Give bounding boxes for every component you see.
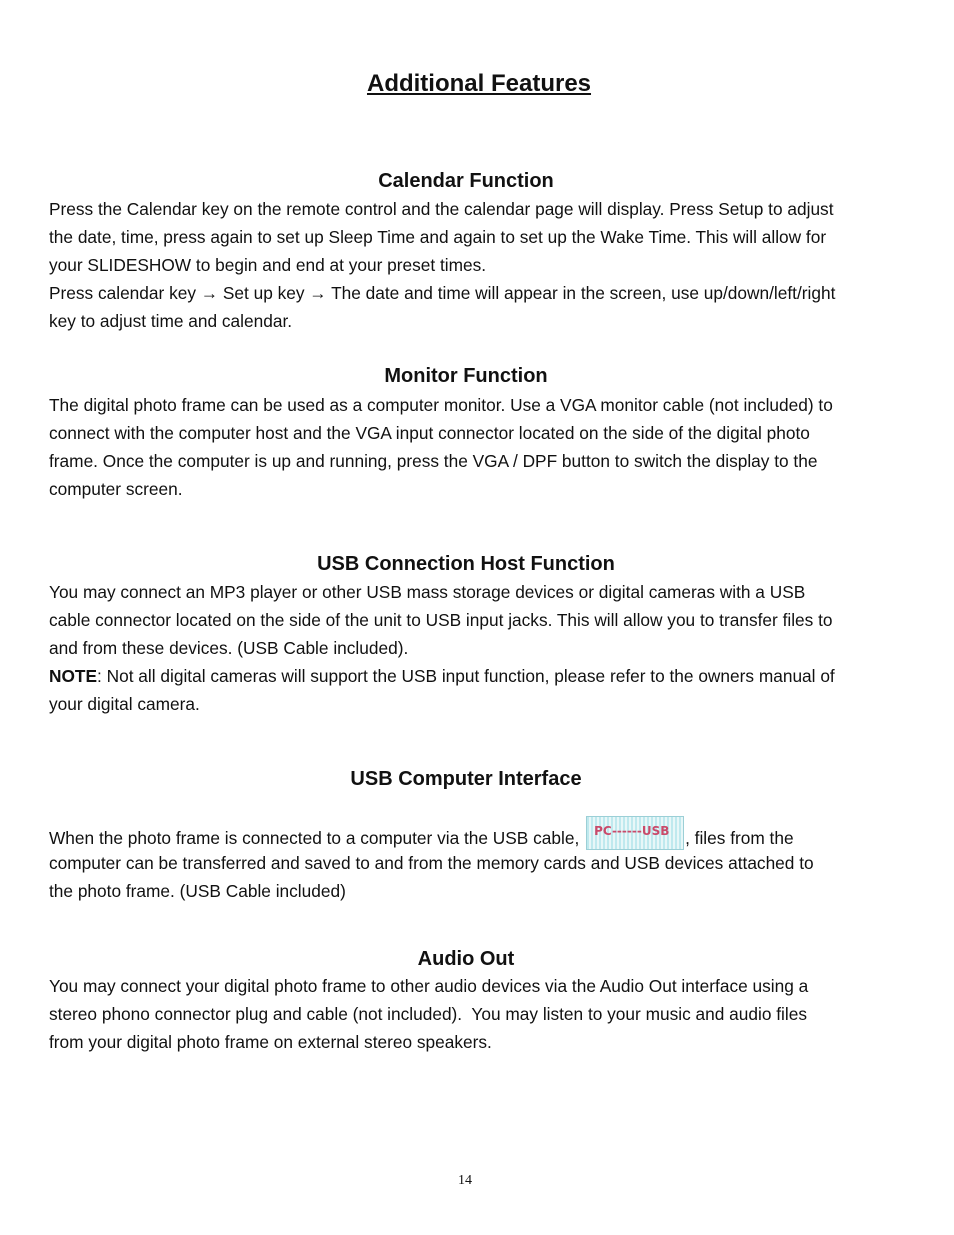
note-label: NOTE [49,666,98,686]
calendar-function-heading: Calendar Function [378,170,554,192]
calendar-function-paragraph: Press the Calendar key on the remote control and the calendar page will display. Press Setup to adjust the date, time, press again to set up Sleep Time and again to set up the Wake Time. This will allow for your SLIDESHOW to begin and end at your preset times. [49,199,834,275]
audio-out-heading: Audio Out [417,948,515,970]
usb-computer-paragraph: computer can be transferred and saved to and from the memory cards and USB devices attached to the photo frame. (USB Cable included) [49,853,814,901]
monitor-function-paragraph: The digital photo frame can be used as a computer monitor. Use a VGA monitor cable (not included) to connect with the computer host and the VGA input connector located on the side of the digital photo frame. Once the computer is up and running, press the VGA / DPF button to switch the display to the computer screen. [49,395,833,499]
usb-host-note [49,662,899,718]
usb-cable-label: PC------USB [594,824,670,838]
page-number: 14 [458,1173,472,1188]
usb-computer-text-after: , files from the [685,828,794,848]
usb-host-heading: USB Connection Host Function [317,553,615,575]
monitor-function-heading: Monitor Function [384,365,548,387]
usb-host-paragraph: You may connect an MP3 player or other USB mass storage devices or digital cameras with a USB cable connector located on the side of the unit to USB input jacks. This will allow you to transfer files to and from these devices. (USB Cable included). [49,582,833,658]
usb-computer-first-line [49,816,899,852]
usb-computer-text-before: When the photo frame is connected to a computer via the USB cable, [49,828,585,848]
calendar-function-instructions: Press calendar key → Set up key → The date and time will appear in the screen, use up/down/left/right key to adjust time and calendar. [49,283,836,331]
note-text: : Not all digital cameras will support the USB input function, please refer to the owners manual of your digital camera. [49,666,835,714]
usb-computer-heading: USB Computer Interface [350,768,582,790]
usb-cable-image [586,816,684,850]
page-title: Additional Features [366,70,592,97]
audio-out-paragraph: You may connect your digital photo frame to other audio devices via the Audio Out interface using a stereo phono connector plug and cable (not included). You may listen to your music and audio files from your digital photo frame on external stereo speakers. [49,976,809,1052]
